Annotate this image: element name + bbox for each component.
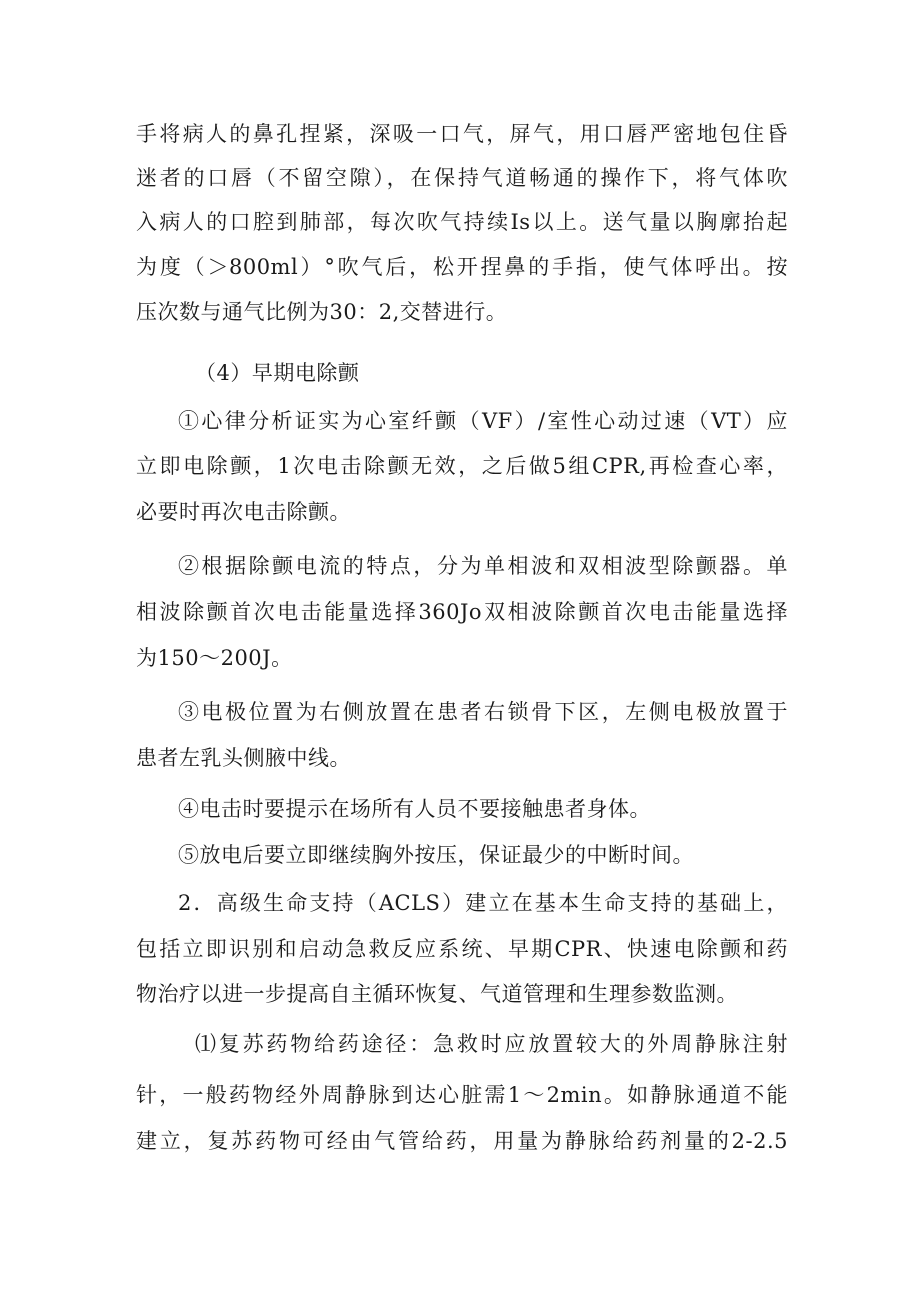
- body-line: ①心律分析证实为心室纤颤（VF）/室性心动过速（VT）应: [178, 409, 788, 433]
- body-line: 患者左乳头侧腋中线。: [136, 746, 351, 770]
- body-line: 必要时再次电击除颤。: [136, 500, 351, 524]
- body-line: 相波除颤首次电击能量选择360Jo双相波除颤首次电击能量选择: [136, 600, 788, 624]
- body-line: ⑤放电后要立即继续胸外按压，保证最少的中断时间。: [178, 843, 694, 867]
- body-line: 为150〜200J。: [136, 646, 293, 670]
- body-line: ⑴复苏药物给药途径：急救时应放置较大的外周静脉注射: [195, 1032, 788, 1056]
- body-line: 为度（＞800ml）°吹气后，松开捏鼻的手指，使气体呼出。按: [136, 255, 788, 279]
- section-heading: （4）早期电除颤: [195, 361, 360, 385]
- body-line: 物治疗以进一步提高自主循环恢复、气道管理和生理参数监测。: [136, 982, 738, 1006]
- body-line: 立即电除颤，1次电击除颤无效，之后做5组CPR,再检查心率，: [136, 454, 788, 478]
- body-line: ④电击时要提示在场所有人员不要接触患者身体。: [178, 797, 651, 821]
- body-line: 2．高级生命支持（ACLS）建立在基本生命支持的基础上，: [178, 891, 788, 915]
- body-line: ②根据除颤电流的特点，分为单相波和双相波型除颤器。单: [178, 554, 788, 578]
- body-line: 手将病人的鼻孔捏紧，深吸一口气，屏气，用口唇严密地包住昏: [136, 122, 788, 146]
- body-line: 包括立即识别和启动急救反应系统、早期CPR、快速电除颤和药: [136, 937, 788, 961]
- body-line: 迷者的口唇（不留空隙），在保持气道畅通的操作下，将气体吹: [136, 166, 788, 190]
- body-line: 入病人的口腔到肺部，每次吹气持续Is以上。送气量以胸廓抬起: [136, 210, 788, 234]
- body-line: 压次数与通气比例为30：2,交替进行。: [136, 300, 508, 324]
- body-line: ③电极位置为右侧放置在患者右锁骨下区，左侧电极放置于: [178, 700, 788, 724]
- body-line: 针，一般药物经外周静脉到达心脏需1〜2min。如静脉通道不能: [136, 1083, 788, 1107]
- body-line: 建立，复苏药物可经由气管给药，用量为静脉给药剂量的2-2.5: [136, 1129, 788, 1153]
